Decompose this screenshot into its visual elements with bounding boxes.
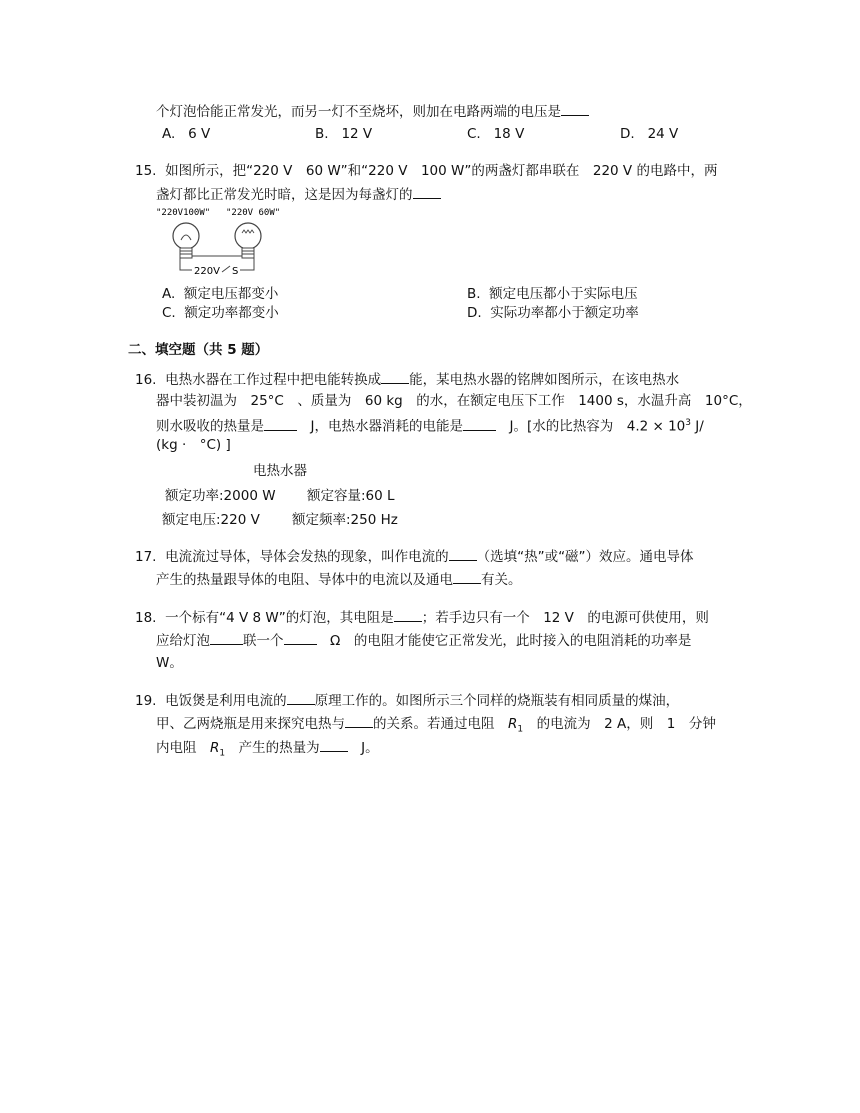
q17-line-1: 17. 电流流过导体，导体会发热的现象，叫作电流的 （选填“热”或“磁”）效应。通电导体 [135, 546, 694, 567]
q19-line-3: 内电阻 $R_1$ 产生的热量为 J。 [156, 737, 379, 764]
answer-blank[interactable] [561, 101, 589, 116]
answer-blank[interactable] [381, 369, 409, 384]
question-number: 18. [135, 610, 157, 626]
q15-option-d[interactable]: D. 实际功率都小于额定功率 [467, 305, 639, 321]
switch-label: S [232, 266, 239, 277]
answer-blank[interactable] [264, 416, 297, 431]
q16-line-4: (kg · °C) ] [156, 437, 231, 453]
q19-line-2: 甲、乙两烧瓶是用来探究电热与 的关系。若通过电阻 $R_1$ 的电流为 2 A，则 1 分钟 [156, 713, 716, 740]
answer-blank[interactable] [345, 713, 373, 728]
question-number: 17. [135, 549, 157, 565]
answer-blank[interactable] [284, 630, 317, 645]
lamp-label-left: "220V100W" [156, 208, 211, 218]
q16-line-2: 器中装初温为 25°C 、质量为 60 kg 的水，在额定电压下工作 1400 s，水温升高 10°C， [156, 393, 752, 409]
nameplate-frequency: 额定频率:250 Hz [292, 512, 398, 528]
section-title: 二、填空题（共 5 题） [128, 342, 269, 358]
q17-line-2: 产生的热量跟导体的电阻、导体中的电流以及通电 有关。 [156, 569, 522, 590]
nameplate-power: 额定功率:2000 W [165, 488, 276, 504]
answer-blank[interactable] [463, 416, 496, 431]
circuit-diagram [156, 206, 288, 278]
q14-continuation: 个灯泡恰能正常发光，而另一灯不至烧坏，则加在电路两端的电压是 [156, 101, 589, 122]
q14-option-a[interactable]: A. 6 V [162, 126, 211, 142]
q15-circuit-figure [156, 206, 288, 278]
answer-blank[interactable] [320, 737, 348, 752]
answer-blank[interactable] [210, 630, 243, 645]
answer-blank[interactable] [287, 690, 315, 705]
q14-option-d[interactable]: D. 24 V [620, 126, 679, 142]
question-number: 19. [135, 693, 157, 709]
q18-line-3: W。 [156, 655, 183, 671]
q15-option-a[interactable]: A. 额定电压都变小 [162, 286, 279, 302]
q18-line-1: 18. 一个标有“4 V 8 W”的灯泡，其电阻是 ；若手边只有一个 12 V 的电源可供使用，则 [135, 607, 709, 628]
q15-line-1: 15. 如图所示，把“220 V 60 W”和“220 V 100 W”的两盏灯都串联在 220 V 的电路中，两 [135, 163, 718, 179]
answer-blank[interactable] [413, 184, 441, 199]
q19-line-1: 19. 电饭煲是利用电流的 原理工作的。如图所示三个同样的烧瓶装有相同质量的煤油， [135, 690, 679, 711]
question-number: 15. [135, 163, 157, 179]
lamp-label-right: "220V 60W" [226, 208, 281, 218]
q15-option-b[interactable]: B. 额定电压都小于实际电压 [467, 286, 638, 302]
q14-option-c[interactable]: C. 18 V [467, 126, 525, 142]
q15-line-2: 盏灯都比正常发光时暗，这是因为每盏灯的 [156, 184, 441, 205]
answer-blank[interactable] [394, 607, 422, 622]
question-number: 16. [135, 372, 157, 388]
q18-line-2: 应给灯泡 联一个 Ω 的电阻才能使它正常发光，此时接入的电阻消耗的功率是 [156, 630, 691, 651]
nameplate-capacity: 额定容量:60 L [307, 488, 395, 504]
lamp-right-icon [235, 223, 261, 258]
lamp-left-icon [173, 223, 199, 258]
source-voltage-label: 220V [194, 266, 220, 277]
q14-option-b[interactable]: B. 12 V [315, 126, 373, 142]
answer-blank[interactable] [449, 546, 477, 561]
q15-option-c[interactable]: C. 额定功率都变小 [162, 305, 279, 321]
nameplate-voltage: 额定电压:220 V [162, 512, 260, 528]
nameplate-title: 电热水器 [253, 463, 307, 479]
q16-line-1: 16. 电热水器在工作过程中把电能转换成 能，某电热水器的铭牌如图所示，在该电热水 [135, 369, 679, 390]
q16-line-3: 则水吸收的热量是 J，电热水器消耗的电能是 J。[水的比热容为 $4.2 \times 10^3$ J/ [156, 413, 704, 437]
answer-blank[interactable] [453, 569, 481, 584]
